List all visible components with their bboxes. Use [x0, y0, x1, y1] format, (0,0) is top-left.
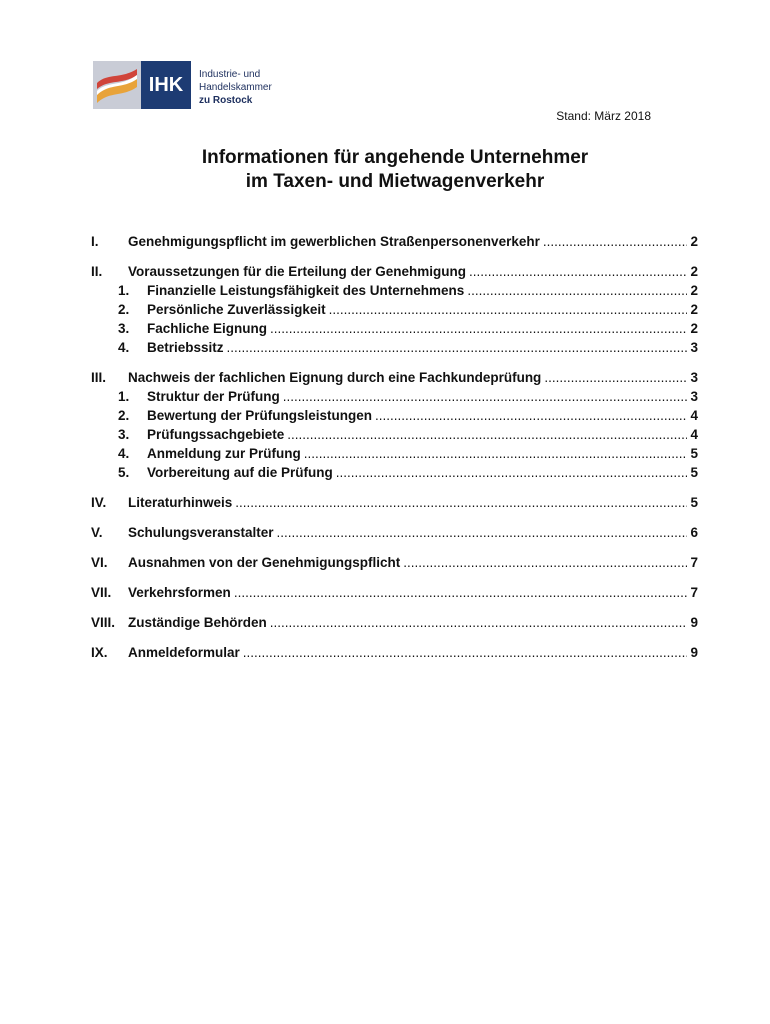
toc-page-number: 6 — [690, 525, 698, 540]
toc-subentry[interactable] — [91, 300, 698, 319]
title-line-2: im Taxen- und Mietwagenverkehr — [245, 171, 545, 192]
logo-line-1: Industrie- und Handelskammer — [199, 69, 272, 93]
toc-subentry[interactable] — [91, 281, 698, 300]
toc-page-number: 2 — [690, 321, 698, 336]
toc-leader-dots — [329, 300, 688, 319]
toc-entry[interactable] — [91, 643, 698, 662]
toc-number: VII. — [91, 585, 112, 600]
toc-label: Anmeldung zur Prüfung — [147, 446, 301, 461]
toc-section — [91, 613, 698, 632]
toc-number: 2. — [118, 302, 130, 317]
toc-number: 4. — [118, 446, 130, 461]
toc-number: 2. — [118, 408, 130, 423]
toc-subentry[interactable] — [91, 387, 698, 406]
toc-label: Zuständige Behörden — [128, 615, 267, 630]
toc-section — [91, 368, 698, 482]
toc-label: Ausnahmen von der Genehmigungspflicht — [128, 555, 401, 570]
logo-text — [199, 68, 333, 107]
toc-label: Schulungsveranstalter — [128, 525, 274, 540]
toc-leader-dots — [243, 643, 688, 662]
toc-leader-dots — [235, 493, 687, 512]
toc-entry[interactable] — [91, 262, 698, 281]
toc-leader-dots — [544, 368, 687, 387]
toc-label: Literaturhinweis — [128, 495, 233, 510]
toc-label: Persönliche Zuverlässigkeit — [147, 302, 326, 317]
toc-leader-dots — [304, 444, 688, 463]
toc-leader-dots — [543, 232, 688, 251]
toc-section — [91, 523, 698, 542]
toc-label: Verkehrsformen — [128, 585, 231, 600]
toc-number: 4. — [118, 340, 130, 355]
logo-line-2: zu Rostock — [199, 95, 253, 106]
toc-page-number: 7 — [690, 555, 698, 570]
toc-section — [91, 583, 698, 602]
toc-entry[interactable] — [91, 493, 698, 512]
toc-page-number: 2 — [690, 283, 698, 298]
toc-page-number: 5 — [690, 465, 698, 480]
toc-page-number: 5 — [690, 495, 698, 510]
toc-page-number: 3 — [690, 370, 698, 385]
toc-number: V. — [91, 525, 103, 540]
toc-number: IV. — [91, 495, 107, 510]
toc-label: Nachweis der fachlichen Eignung durch eine Fachkundeprüfung — [128, 370, 542, 385]
toc-page-number: 5 — [690, 446, 698, 461]
toc-leader-dots — [283, 387, 688, 406]
title-line-1: Informationen für angehende Unternehmer — [201, 147, 589, 168]
toc-number: 5. — [118, 465, 130, 480]
toc-subentry[interactable] — [91, 338, 698, 357]
toc-leader-dots — [403, 553, 687, 572]
toc-subentry[interactable] — [91, 463, 698, 482]
toc-label: Finanzielle Leistungsfähigkeit des Unternehmens — [147, 283, 465, 298]
toc-page-number: 4 — [690, 408, 698, 423]
toc-leader-dots — [287, 425, 687, 444]
document-title — [0, 146, 770, 194]
toc-leader-dots — [336, 463, 688, 482]
toc-section — [91, 553, 698, 572]
toc-entry[interactable] — [91, 613, 698, 632]
toc-page-number: 9 — [690, 645, 698, 660]
toc-label: Struktur der Prüfung — [147, 389, 280, 404]
toc-page-number: 2 — [690, 264, 698, 279]
toc-label: Bewertung der Prüfungsleistungen — [147, 408, 373, 423]
toc-page-number: 4 — [690, 427, 698, 442]
toc-leader-dots — [227, 338, 688, 357]
toc-entry[interactable] — [91, 232, 698, 251]
toc-subentry[interactable] — [91, 444, 698, 463]
toc-number: 3. — [118, 321, 130, 336]
toc-label: Vorbereitung auf die Prüfung — [147, 465, 333, 480]
toc-subentry[interactable] — [91, 406, 698, 425]
toc-section — [91, 262, 698, 357]
toc-label: Prüfungssachgebiete — [147, 427, 285, 442]
table-of-contents — [91, 232, 698, 673]
stand-date: Stand: März 2018 — [556, 109, 651, 123]
toc-page-number: 2 — [690, 302, 698, 317]
toc-label: Betriebssitz — [147, 340, 224, 355]
toc-entry[interactable] — [91, 583, 698, 602]
toc-number: VIII. — [91, 615, 116, 630]
toc-number: 1. — [118, 283, 130, 298]
ihk-abbr: IHK — [141, 61, 191, 109]
toc-number: I. — [91, 234, 99, 249]
toc-number: III. — [91, 370, 107, 385]
toc-leader-dots — [234, 583, 688, 602]
toc-entry[interactable] — [91, 553, 698, 572]
toc-subentry[interactable] — [91, 319, 698, 338]
toc-section — [91, 232, 698, 251]
toc-subentry[interactable] — [91, 425, 698, 444]
toc-leader-dots — [375, 406, 687, 425]
toc-number: II. — [91, 264, 103, 279]
toc-page-number: 2 — [690, 234, 698, 249]
toc-label: Anmeldeformular — [128, 645, 240, 660]
toc-leader-dots — [277, 523, 688, 542]
toc-section — [91, 643, 698, 662]
toc-entry[interactable] — [91, 523, 698, 542]
toc-page-number: 3 — [690, 389, 698, 404]
toc-number: 1. — [118, 389, 130, 404]
toc-page-number: 9 — [690, 615, 698, 630]
toc-label: Genehmigungspflicht im gewerblichen Straßenpersonenverkehr — [128, 234, 540, 249]
toc-entry[interactable] — [91, 368, 698, 387]
toc-label: Voraussetzungen für die Erteilung der Genehmigung — [128, 264, 467, 279]
toc-leader-dots — [270, 319, 687, 338]
toc-page-number: 3 — [690, 340, 698, 355]
toc-number: VI. — [91, 555, 108, 570]
toc-leader-dots — [270, 613, 688, 632]
toc-number: IX. — [91, 645, 108, 660]
toc-leader-dots — [469, 262, 687, 281]
ihk-logo — [93, 61, 333, 109]
toc-section — [91, 493, 698, 512]
toc-page-number: 7 — [690, 585, 698, 600]
toc-leader-dots — [467, 281, 687, 300]
toc-number: 3. — [118, 427, 130, 442]
ihk-emblem-icon — [93, 61, 141, 109]
toc-label: Fachliche Eignung — [147, 321, 268, 336]
